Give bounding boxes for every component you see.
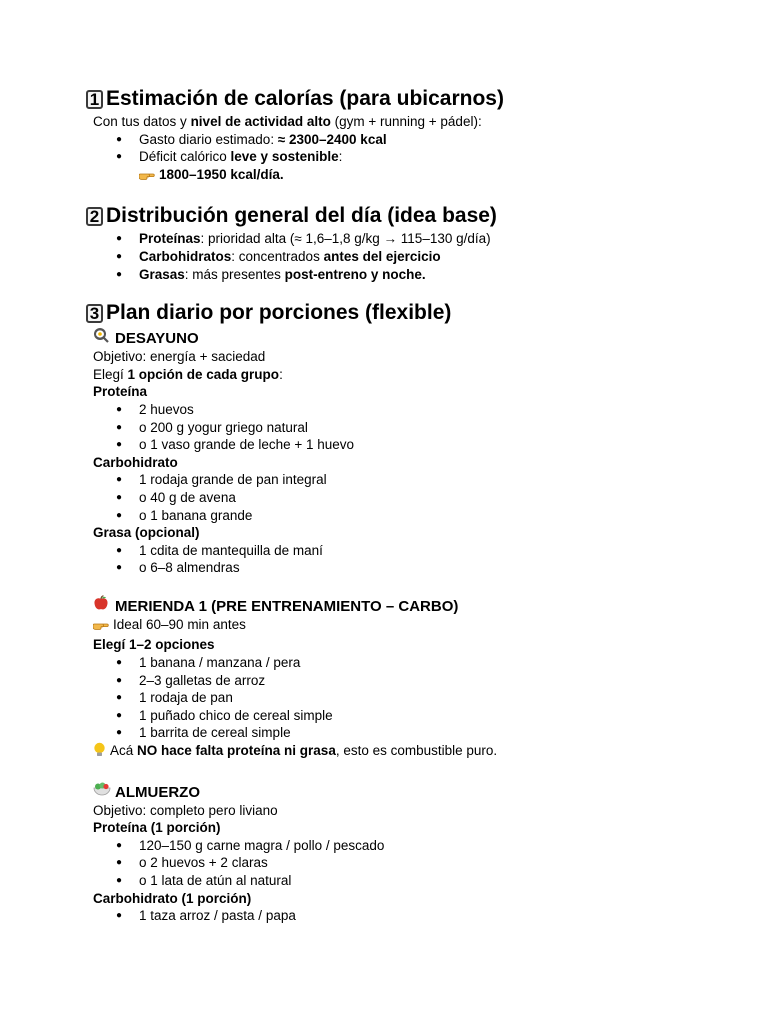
text: : concentrados — [231, 248, 324, 264]
pointing-hand-icon — [139, 168, 155, 187]
text: : más presentes — [184, 266, 285, 282]
list-item — [93, 248, 733, 266]
choose-line: Elegí 1–2 opciones — [93, 637, 215, 653]
text: (gym + running + pádel): — [330, 114, 482, 129]
section-title: Plan diario por porciones (flexible) — [106, 301, 452, 325]
meal-heading-merienda — [93, 595, 733, 616]
list-item: ● o 2 huevos + 2 claras — [93, 854, 733, 872]
list-item: ● 1 cdita de mantequilla de maní — [93, 542, 733, 560]
timing-line — [93, 616, 733, 637]
list-item: ● 2–3 galletas de arroz — [93, 672, 733, 690]
section-daily-distribution — [89, 203, 733, 283]
text: Ideal 60–90 min antes — [113, 616, 246, 632]
list-item: ● 120–150 g carne magra / pollo / pescado — [93, 837, 733, 855]
text: Con tus datos y — [93, 114, 191, 129]
section-heading — [86, 203, 733, 229]
list-item — [93, 230, 733, 248]
objective-line: Objetivo: energía + saciedad — [93, 349, 266, 365]
keycap-number-icon: 2 — [86, 207, 103, 226]
text-bold: Carbohidratos — [139, 248, 232, 264]
text: Elegí — [93, 366, 128, 382]
list-item: ● 1 banana / manzana / pera — [93, 654, 733, 672]
choose-line — [93, 366, 733, 384]
section-calorie-estimate — [89, 86, 733, 186]
text-bold: antes del ejercicio — [323, 248, 441, 264]
tip-line — [93, 742, 733, 763]
list-item: ● o 1 banana grande — [93, 507, 733, 525]
keycap-number-icon: 3 — [86, 304, 103, 323]
meal-title: ALMUERZO — [115, 783, 200, 801]
text: Déficit calórico — [139, 149, 231, 165]
list-item — [93, 131, 733, 149]
bullet-list — [93, 837, 733, 890]
list-item: ● o 200 g yogur griego natural — [93, 419, 733, 437]
text-bold: 1 opción de cada grupo — [127, 366, 280, 382]
calorie-target — [93, 166, 733, 187]
section-heading — [86, 86, 733, 112]
pointing-hand-icon — [93, 618, 109, 637]
text-bold: leve y sostenible — [230, 149, 339, 165]
group-label: Proteína (1 porción) — [93, 820, 221, 836]
group-label: Proteína — [93, 384, 148, 400]
list-item — [93, 266, 733, 284]
text-bold: post-entreno y noche. — [284, 266, 426, 282]
list-item: ● 1 taza arroz / pasta / papa — [93, 907, 733, 925]
objective-line: Objetivo: completo pero liviano — [93, 802, 278, 818]
text-bold: 1800–1950 kcal/día. — [159, 166, 284, 182]
salad-icon — [93, 781, 109, 802]
document-page — [89, 86, 733, 925]
list-item: ● 2 huevos — [93, 401, 733, 419]
meal-title: DESAYUNO — [115, 330, 199, 348]
list-item: ● o 1 lata de atún al natural — [93, 872, 733, 890]
text-bold: ≈ 2300–2400 kcal — [277, 131, 387, 147]
section-title: Estimación de calorías (para ubicarnos) — [106, 87, 504, 110]
text: Gasto diario estimado: — [139, 131, 278, 147]
meal-heading-almuerzo — [93, 781, 733, 802]
group-label: Carbohidrato (1 porción) — [93, 890, 252, 906]
frying-pan-egg-icon — [93, 327, 109, 348]
section-title: Distribución general del día (idea base) — [106, 204, 497, 228]
list-item: ● 1 rodaja de pan — [93, 689, 733, 707]
list-item: ● o 40 g de avena — [93, 489, 733, 507]
text: : — [279, 366, 283, 382]
meal-heading-desayuno — [93, 327, 733, 348]
list-item: ● 1 puñado chico de cereal simple — [93, 707, 733, 725]
list-item: ● 1 rodaja grande de pan integral — [93, 471, 733, 489]
group-label: Grasa (opcional) — [93, 525, 200, 541]
intro-line — [93, 113, 733, 131]
list-item: ● o 6–8 almendras — [93, 559, 733, 577]
bullet-list — [93, 230, 733, 283]
apple-icon — [93, 595, 109, 616]
bullet-list — [93, 654, 733, 742]
text: : — [338, 149, 343, 165]
text: , esto es combustible puro. — [335, 743, 498, 759]
keycap-number-icon: 1 — [86, 90, 103, 109]
group-label: Carbohidrato — [93, 454, 178, 470]
bullet-list — [93, 401, 733, 454]
bullet-list — [93, 907, 733, 925]
text: : prioridad alta (≈ 1,6–1,8 g/kg → 115–130 g/día) — [200, 231, 491, 247]
section-heading — [86, 300, 733, 326]
bullet-list — [93, 131, 733, 166]
list-item — [93, 148, 733, 166]
list-item: ● 1 barrita de cereal simple — [93, 724, 733, 742]
bullet-list — [93, 471, 733, 524]
section-daily-plan — [89, 300, 733, 925]
text: Acá — [110, 743, 138, 759]
text-bold: Grasas — [139, 266, 185, 282]
text-bold: NO hace falta proteína ni grasa — [137, 743, 336, 759]
text-bold: Proteínas — [139, 231, 201, 247]
bullet-list — [93, 542, 733, 577]
list-item: ● o 1 vaso grande de leche + 1 huevo — [93, 436, 733, 454]
light-bulb-icon — [93, 742, 106, 763]
text-bold: nivel de actividad alto — [190, 114, 331, 129]
meal-title: MERIENDA 1 (PRE ENTRENAMIENTO – CARBO) — [115, 597, 459, 615]
